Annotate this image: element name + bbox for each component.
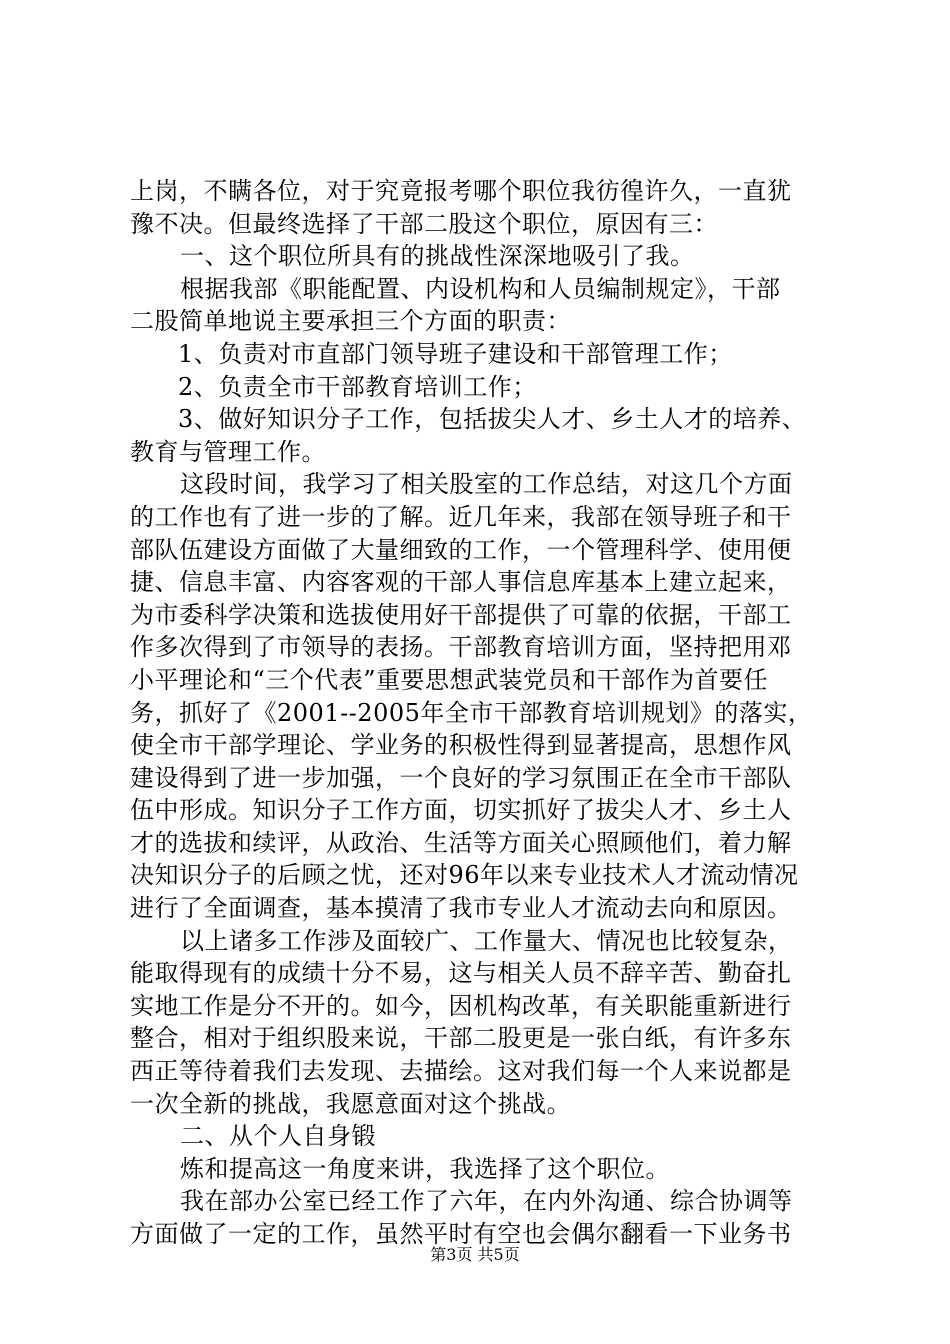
text-line: 建设得到了进一步加强，一个良好的学习氛围正在全市干部队 [130, 763, 792, 792]
text-line: 务，抓好了《2001--2005年全市干部教育培训规划》的落实， [130, 698, 813, 727]
document-body [130, 175, 830, 1251]
text-line: 二股简单地说主要承担三个方面的职责： [130, 307, 571, 336]
text-line: 以上诸多工作涉及面较广、工作量大、情况也比较复杂， [180, 926, 793, 955]
text-line: 西正等待着我们去发现、去描绘。这对我们每一个人来说都是 [130, 1057, 792, 1086]
text-line: 一、这个职位所具有的挑战性深深地吸引了我。 [180, 242, 695, 271]
text-line: 教育与管理工作。 [130, 437, 326, 466]
text-line: 使全市干部学理论、学业务的积极性得到显著提高，思想作风 [130, 731, 792, 760]
text-line: 进行了全面调查，基本摸清了我市专业人才流动去向和原因。 [130, 894, 792, 923]
text-line: 作多次得到了市领导的表扬。干部教育培训方面，坚持把用邓 [130, 633, 792, 662]
text-line: 才的选拔和续评，从政治、生活等方面关心照顾他们，着力解 [130, 828, 792, 857]
page-footer [0, 1245, 950, 1265]
text-line: 的工作也有了进一步的了解。近几年来，我部在领导班子和干 [130, 502, 792, 531]
text-line: 方面做了一定的工作，虽然平时有空也会偶尔翻看一下业务书 [130, 1220, 792, 1248]
text-line: 整合，相对于组织股来说，干部二股更是一张白纸，有许多东 [130, 1024, 792, 1053]
text-line: 决知识分子的后顾之忧，还对96年以来专业技术人才流动情况 [130, 861, 799, 890]
text-line: 捷、信息丰富、内容客观的干部人事信息库基本上建立起来， [130, 568, 792, 597]
text-line: 我在部办公室已经工作了六年，在内外沟通、综合协调等 [180, 1187, 793, 1216]
text-line: 为市委科学决策和选拔使用好干部提供了可靠的依据，干部工 [130, 600, 792, 629]
text-line: 能取得现有的成绩十分不易，这与相关人员不辞辛苦、勤奋扎 [130, 959, 792, 988]
text-line: 实地工作是分不开的。如今，因机构改革，有关职能重新进行 [130, 991, 792, 1020]
text-line: 小平理论和“三个代表”重要思想武装党员和干部作为首要任 [130, 665, 769, 694]
text-line: 炼和提高这一角度来讲，我选择了这个职位。 [180, 1154, 670, 1183]
text-line: 伍中形成。知识分子工作方面，切实抓好了拔尖人才、乡土人 [130, 796, 792, 825]
text-line: 1、负责对市直部门领导班子建设和干部管理工作； [178, 339, 733, 368]
text-line: 3、做好知识分子工作，包括拔尖人才、乡土人才的培养、 [178, 405, 807, 434]
text-line: 根据我部《职能配置、内设机构和人员编制规定》，干部 [180, 274, 781, 303]
page-number-label: 第3页 共5页 [430, 1245, 520, 1264]
text-line: 豫不决。但最终选择了干部二股这个职位，原因有三： [130, 209, 718, 238]
text-line: 这段时间，我学习了相关股室的工作总结，对这几个方面 [180, 470, 793, 499]
text-line: 二、从个人自身锻 [180, 1122, 376, 1151]
text-line: 上岗，不瞒各位，对于究竟报考哪个职位我彷徨许久，一直犹 [130, 177, 792, 205]
text-line: 部队伍建设方面做了大量细致的工作，一个管理科学、使用便 [130, 535, 792, 564]
text-line: 2、负责全市干部教育培训工作； [178, 372, 537, 401]
text-line: 一次全新的挑战，我愿意面对这个挑战。 [130, 1089, 571, 1118]
